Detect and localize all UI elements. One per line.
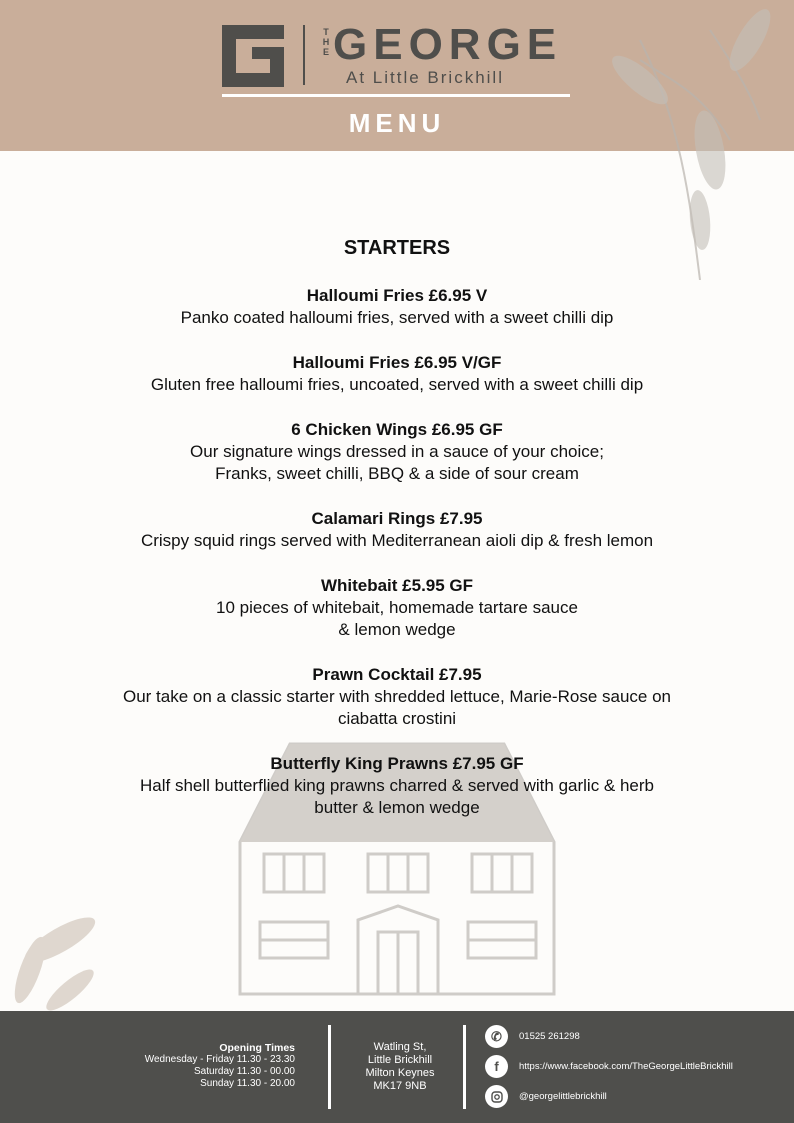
item-title: Calamari Rings £7.95: [311, 509, 483, 528]
facebook-url: https://www.facebook.com/TheGeorgeLittleBrickhill: [519, 1061, 733, 1072]
facebook-link[interactable]: [485, 1055, 733, 1078]
logo-name: GEORGE: [333, 20, 563, 69]
logo-subtitle: At Little Brickhill: [346, 68, 504, 87]
item-title: Butterfly King Prawns £7.95 GF: [270, 754, 524, 773]
item-description: 10 pieces of whitebait, homemade tartare sauce & lemon wedge: [216, 598, 578, 639]
wheat-decoration-icon: [0, 910, 130, 1020]
menu-item: [0, 352, 794, 396]
item-description: Gluten free halloumi fries, uncoated, served with a sweet chilli dip: [150, 375, 644, 394]
item-description: Crispy squid rings served with Mediterranean aioli dip & fresh lemon: [140, 531, 654, 550]
page-title: MENU: [348, 108, 446, 138]
menu-item: [0, 419, 794, 485]
address-line: Milton Keynes: [365, 1067, 435, 1079]
logo-the: T H E: [322, 27, 330, 57]
hours-line: Saturday 11.30 - 00.00: [194, 1066, 295, 1077]
menu-item: [0, 285, 794, 329]
address: [340, 1041, 460, 1093]
menu-item: [0, 575, 794, 641]
menu-item: [0, 508, 794, 552]
item-description: Our signature wings dressed in a sauce of your choice; Franks, sweet chilli, BBQ & a side of sour cream: [190, 442, 604, 483]
logo-divider: [303, 25, 305, 85]
header-rule: [222, 94, 570, 97]
phone-number: 01525 261298: [519, 1031, 580, 1042]
footer-divider: [463, 1025, 466, 1109]
hours-line: Sunday 11.30 - 20.00: [200, 1078, 295, 1089]
instagram-link[interactable]: [485, 1085, 607, 1108]
logo-g-icon: [222, 25, 284, 87]
facebook-icon: f: [485, 1055, 508, 1078]
address-line: MK17 9NB: [373, 1080, 427, 1092]
starters-section: [0, 237, 794, 842]
item-title: Prawn Cocktail £7.95: [312, 665, 482, 684]
menu-item: [0, 753, 794, 819]
opening-times: [145, 1042, 295, 1090]
phone-icon: ✆: [485, 1025, 508, 1048]
address-line: Little Brickhill: [367, 1054, 433, 1066]
item-title: Halloumi Fries £6.95 V: [306, 286, 488, 305]
menu-item: [0, 664, 794, 730]
item-title: Halloumi Fries £6.95 V/GF: [292, 353, 502, 372]
hours-line: Wednesday - Friday 11.30 - 23.30: [144, 1054, 295, 1065]
item-description: Our take on a classic starter with shredded lettuce, Marie-Rose sauce on ciabatta crostini: [122, 687, 672, 728]
item-title: 6 Chicken Wings £6.95 GF: [291, 420, 503, 439]
address-line: Watling St,: [373, 1041, 427, 1053]
footer: [0, 1011, 794, 1123]
instagram-icon: [485, 1085, 508, 1108]
phone-contact[interactable]: [485, 1025, 580, 1048]
item-description: Panko coated halloumi fries, served with a sweet chilli dip: [180, 308, 614, 327]
opening-times-title: Opening Times: [219, 1042, 295, 1054]
item-description: Half shell butterflied king prawns charred & served with garlic & herb butter & lemon wedge: [139, 776, 655, 817]
section-title: STARTERS: [343, 237, 451, 259]
item-title: Whitebait £5.95 GF: [320, 576, 474, 595]
instagram-handle: @georgelittlebrickhill: [519, 1091, 607, 1102]
footer-divider: [328, 1025, 331, 1109]
